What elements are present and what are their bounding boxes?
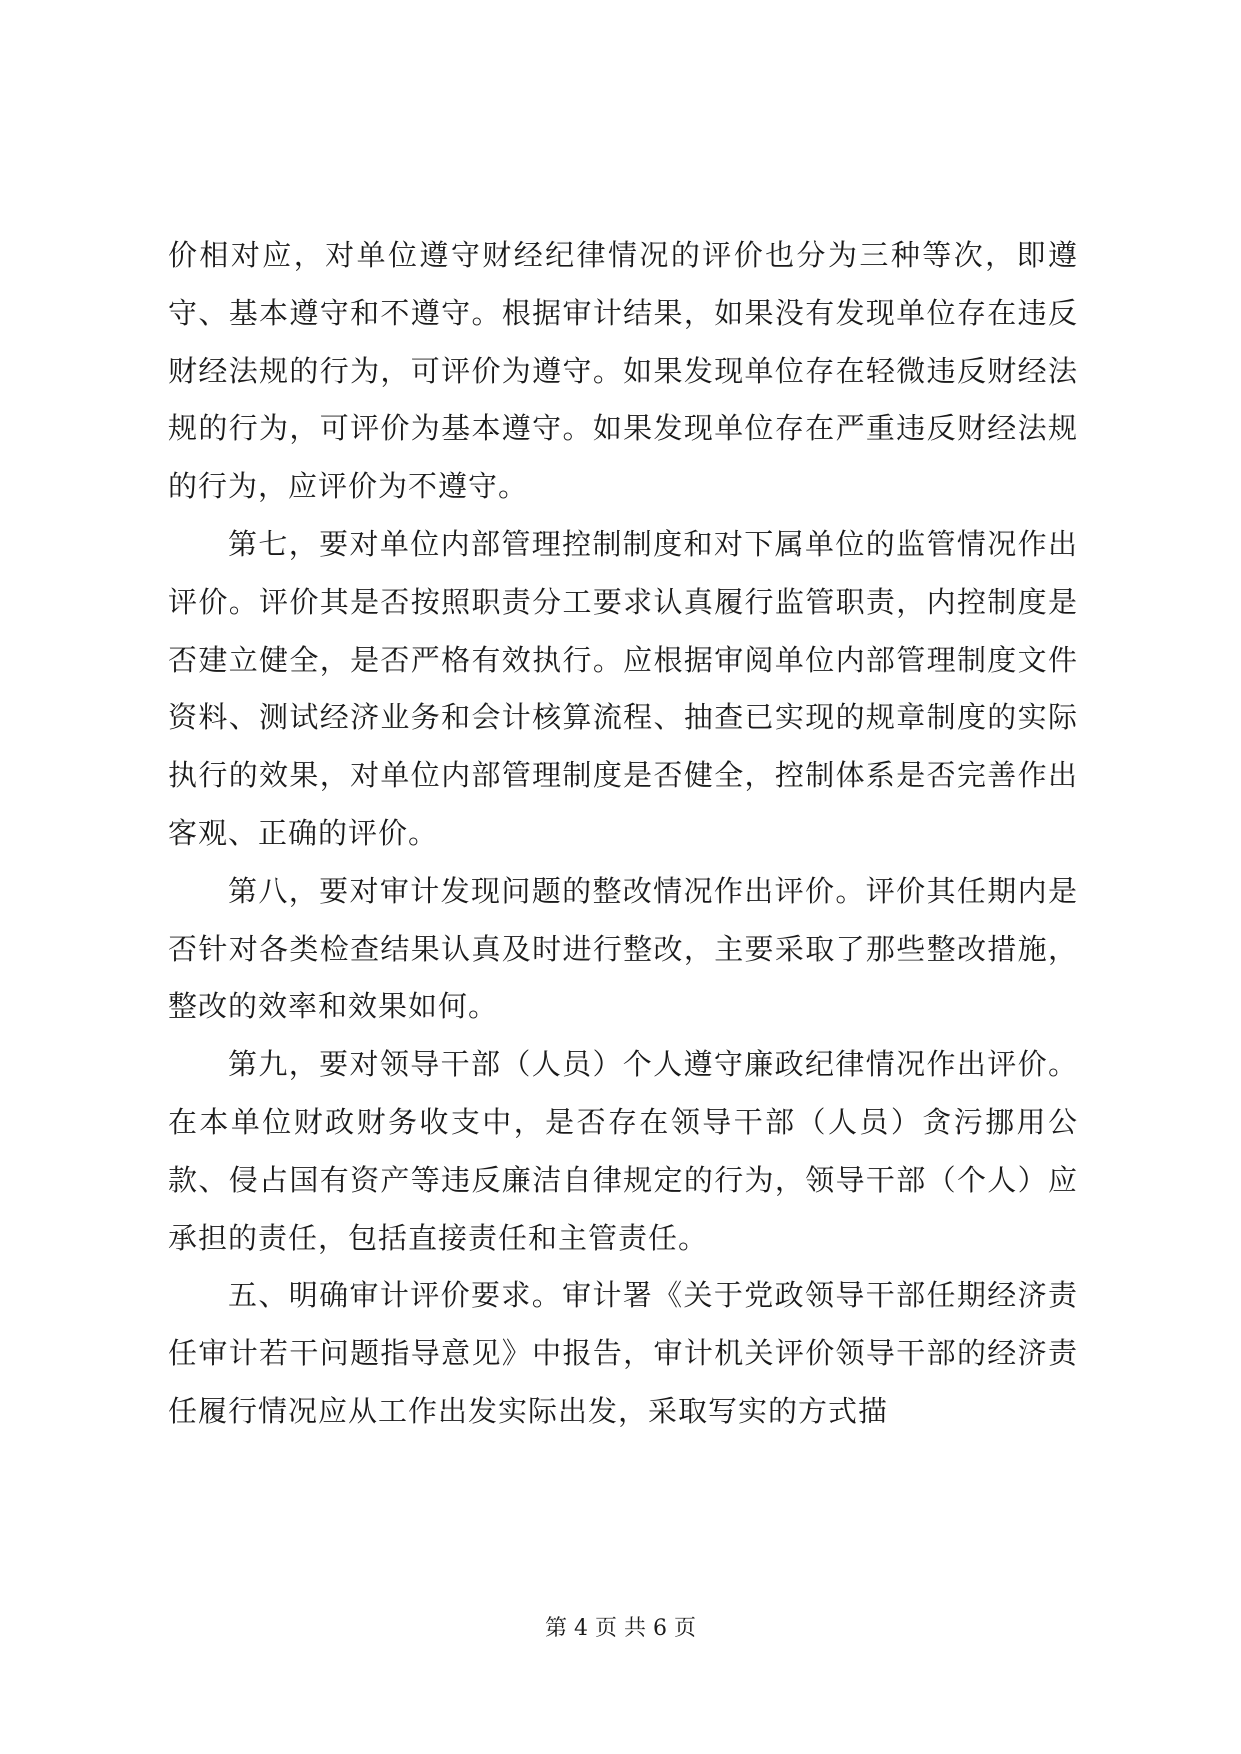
body-text — [168, 227, 1078, 1441]
paragraph-item-seven: 第七，要对单位内部管理控制制度和对下属单位的监管情况作出评价。评价其是否按照职责分工要求认真履行监管职责，内控制度是否建立健全，是否严格有效执行。应根据审阅单位内部管理制度文件资料、测试经济业务和会计核算流程、抽查已实现的规章制度的实际执行的效果，对单位内部管理制度是否健全，控制体系是否完善作出客观、正确的评价。 — [168, 526, 1078, 850]
paragraph-item-nine: 第九，要对领导干部（人员）个人遵守廉政纪律情况作出评价。在本单位财政财务收支中，是否存在领导干部（人员）贪污挪用公款、侵占国有资产等违反廉洁自律规定的行为，领导干部（个人）应承担的责任，包括直接责任和主管责任。 — [168, 1047, 1078, 1255]
paragraph-continuation: 价相对应，对单位遵守财经纪律情况的评价也分为三种等次，即遵守、基本遵守和不遵守。根据审计结果，如果没有发现单位存在违反财经法规的行为，可评价为遵守。如果发现单位存在轻微违反财经法规的行为，可评价为基本遵守。如果发现单位存在严重违反财经法规的行为，应评价为不遵守。 — [168, 238, 1078, 504]
page-number-footer: 第 4 页 共 6 页 — [545, 1616, 696, 1641]
paragraph-section-five: 五、明确审计评价要求。审计署《关于党政领导干部任期经济责任审计若干问题指导意见》中报告，审计机关评价领导干部的经济责任履行情况应从工作出发实际出发，采取写实的方式描 — [168, 1278, 1078, 1428]
paragraph-item-eight: 第八，要对审计发现问题的整改情况作出评价。评价其任期内是否针对各类检查结果认真及时进行整改，主要采取了那些整改措施，整改的效率和效果如何。 — [168, 873, 1078, 1024]
